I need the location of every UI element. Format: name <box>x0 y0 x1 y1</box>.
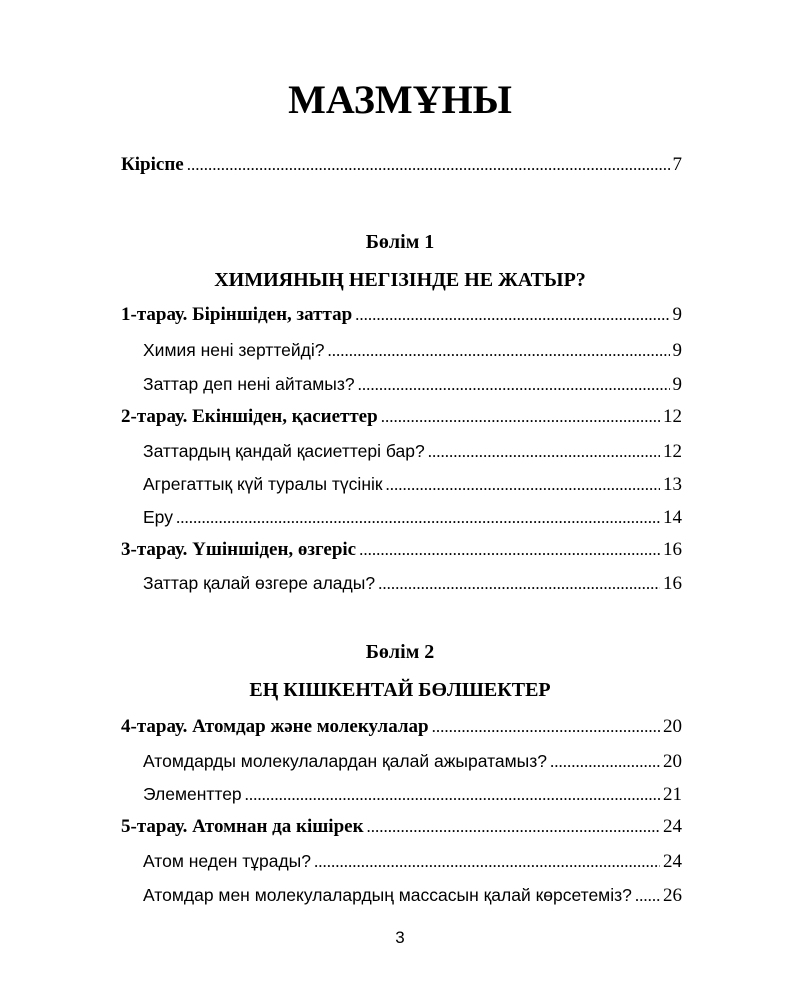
dot-leader <box>328 339 670 363</box>
toc-chapter-4[interactable] <box>121 715 682 739</box>
toc-page-number: 9 <box>672 304 682 325</box>
toc-chapter-title: 5-тарау. Атомнан да кішірек <box>121 816 364 837</box>
toc-page-number: 12 <box>663 406 682 427</box>
dot-leader <box>378 572 660 596</box>
page-number: 3 <box>395 928 405 947</box>
toc-subentry-title: Заттар қалай өзгере алады? <box>143 573 376 593</box>
dot-leader <box>355 303 669 327</box>
toc-subentry[interactable] <box>143 883 682 908</box>
toc-chapter-2[interactable] <box>121 405 682 429</box>
dot-leader <box>367 815 660 839</box>
toc-page-number: 20 <box>663 716 682 737</box>
toc-page-number: 16 <box>663 539 682 560</box>
toc-subentry[interactable] <box>143 849 682 874</box>
toc-subentry-title: Элементтер <box>143 784 242 804</box>
toc-entry-label: Кіріспе <box>121 154 184 175</box>
toc-chapter-1[interactable] <box>121 303 682 327</box>
dot-leader <box>314 850 660 874</box>
dot-leader <box>176 506 660 530</box>
toc-subentry-title: Агрегаттық күй туралы түсінік <box>143 474 383 494</box>
toc-subentry[interactable] <box>143 749 682 774</box>
toc-chapter-3[interactable] <box>121 538 682 562</box>
toc-subentry[interactable] <box>143 439 682 464</box>
toc-page-number: 24 <box>663 851 682 872</box>
toc-page-number: 14 <box>663 507 682 528</box>
dot-leader <box>381 405 660 429</box>
part-heading: ЕҢ КІШКЕНТАЙ БӨЛШЕКТЕР <box>249 679 551 701</box>
toc-subentry[interactable] <box>143 338 682 363</box>
toc-page-number: 26 <box>663 885 682 906</box>
toc-page-number: 9 <box>672 374 682 395</box>
dot-leader <box>428 440 660 464</box>
dot-leader <box>358 373 670 397</box>
dot-leader <box>386 473 660 497</box>
dot-leader <box>245 783 660 807</box>
toc-subentry[interactable] <box>143 505 682 530</box>
toc-page-number: 12 <box>663 441 682 462</box>
toc-subentry-title: Атомдар мен молекулалардың массасын қалай көрсетеміз? <box>143 885 632 905</box>
toc-subentry[interactable] <box>143 472 682 497</box>
toc-subentry-title: Заттардың қандай қасиеттері бар? <box>143 441 425 461</box>
page-title: МАЗМҰНЫ <box>288 77 512 122</box>
toc-chapter-5[interactable] <box>121 815 682 839</box>
toc-chapter-title: 3-тарау. Үшіншіден, өзгеріс <box>121 539 357 560</box>
dot-leader <box>550 750 660 774</box>
part-label: Бөлім 2 <box>365 641 435 663</box>
toc-page-number: 20 <box>663 751 682 772</box>
toc-subentry-title: Атом неден тұрады? <box>143 851 311 871</box>
toc-subentry-title: Химия нені зерттейді? <box>143 340 325 360</box>
dot-leader <box>432 715 660 739</box>
toc-page-number: 21 <box>663 784 682 805</box>
toc-page-number: 13 <box>663 474 682 495</box>
part-heading: ХИМИЯНЫҢ НЕГІЗІНДЕ НЕ ЖАТЫР? <box>214 269 586 291</box>
toc-chapter-title: 1-тарау. Біріншіден, заттар <box>121 304 353 325</box>
toc-page-number: 7 <box>672 154 682 175</box>
toc-subentry[interactable] <box>143 571 682 596</box>
toc-page-number: 24 <box>663 816 682 837</box>
toc-subentry-title: Еру <box>143 507 173 527</box>
toc-subentry[interactable] <box>143 782 682 807</box>
toc-subentry-title: Атомдарды молекулалардан қалай ажыратамыз? <box>143 751 548 771</box>
toc-subentry[interactable] <box>143 372 682 397</box>
dot-leader <box>635 884 660 908</box>
toc-page-number: 9 <box>672 340 682 361</box>
toc-page-number: 16 <box>663 573 682 594</box>
dot-leader <box>187 153 670 177</box>
part-label: Бөлім 1 <box>365 231 435 253</box>
toc-entry-intro[interactable] <box>121 153 682 177</box>
toc-subentry-title: Заттар деп нені айтамыз? <box>143 374 355 394</box>
dot-leader <box>359 538 660 562</box>
toc-chapter-title: 4-тарау. Атомдар және молекулалар <box>121 716 429 737</box>
toc-chapter-title: 2-тарау. Екіншіден, қасиеттер <box>121 406 378 427</box>
